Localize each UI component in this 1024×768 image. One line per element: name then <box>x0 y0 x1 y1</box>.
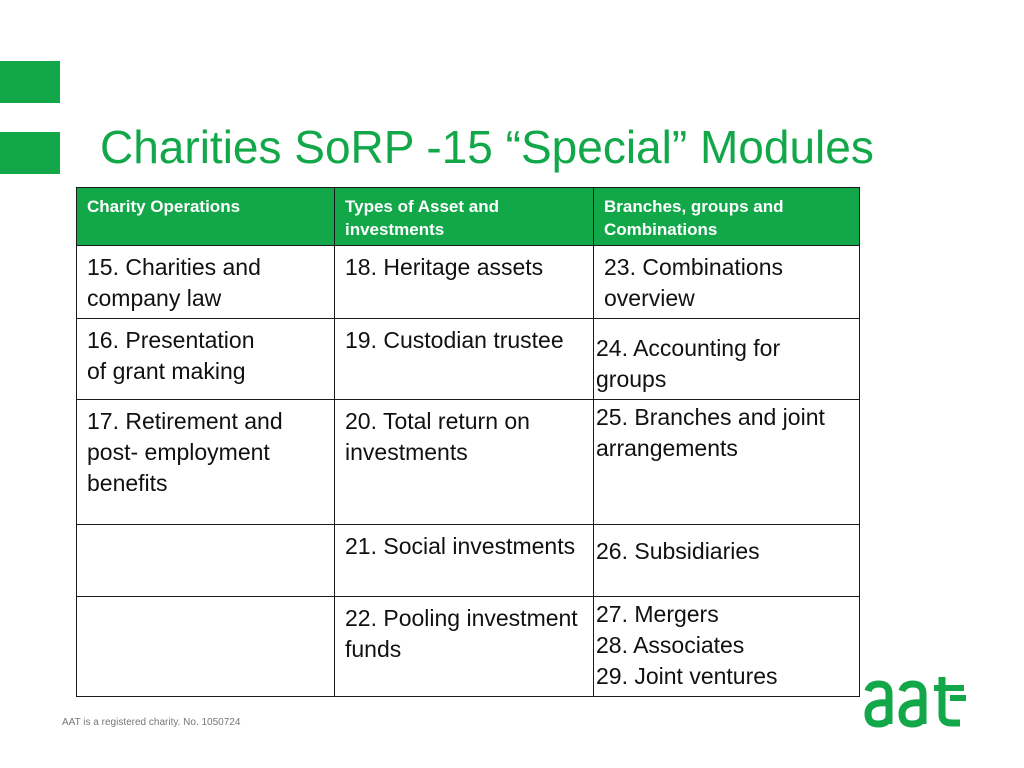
table-cell <box>335 400 594 525</box>
table-row <box>77 525 860 597</box>
header-types-of-asset: Types of Asset and investments <box>335 188 594 246</box>
table-cell <box>594 400 860 525</box>
table-cell <box>594 525 860 597</box>
cell-text: 18. Heritage assets <box>345 254 544 280</box>
cell-text: 27. Mergers <box>596 601 719 627</box>
cell-text: 28. Associates <box>596 632 745 658</box>
table-cell <box>335 319 594 400</box>
cell-text: 17. Retirement and post- employment benefits <box>87 408 283 496</box>
charity-registration-note: AAT is a registered charity. No. 1050724 <box>62 717 241 728</box>
table-row <box>77 400 860 525</box>
table-row <box>77 597 860 697</box>
cell-text: 19. Custodian trustee <box>345 327 564 353</box>
accent-bar-top <box>0 61 60 103</box>
header-branches-groups: Branches, groups and Combinations <box>594 188 860 246</box>
aat-logo-icon <box>862 677 968 729</box>
cell-text: 29. Joint ventures <box>596 663 778 689</box>
table-cell <box>594 597 860 697</box>
cell-text: 25. Branches and joint arrangements <box>596 404 825 461</box>
table-row <box>77 246 860 319</box>
table-cell <box>335 597 594 697</box>
table-cell <box>335 246 594 319</box>
slide-title: Charities SoRP -15 “Special” Modules <box>100 120 874 173</box>
cell-text: 15. Charities and company law <box>87 254 261 311</box>
cell-text: 24. Accounting for groups <box>596 335 781 392</box>
cell-text: 26. Subsidiaries <box>596 538 760 564</box>
cell-text: 23. Combinations overview <box>604 254 783 311</box>
cell-text: 22. Pooling investment funds <box>345 605 578 662</box>
table-cell <box>77 246 335 319</box>
table-cell <box>594 246 860 319</box>
table-cell <box>594 319 860 400</box>
table-cell <box>77 400 335 525</box>
cell-text: 16. Presentation <box>87 327 255 353</box>
modules-table <box>76 187 860 697</box>
header-charity-operations: Charity Operations <box>77 188 335 246</box>
table-row <box>77 319 860 400</box>
cell-text: 21. Social investments <box>345 533 576 559</box>
header-row <box>77 188 860 246</box>
cell-text: of grant making <box>87 358 246 384</box>
table-cell <box>335 525 594 597</box>
table-cell <box>77 525 335 597</box>
cell-text: 20. Total return on investments <box>345 408 530 465</box>
table-cell <box>77 319 335 400</box>
table-cell <box>77 597 335 697</box>
accent-bar-bottom <box>0 132 60 174</box>
